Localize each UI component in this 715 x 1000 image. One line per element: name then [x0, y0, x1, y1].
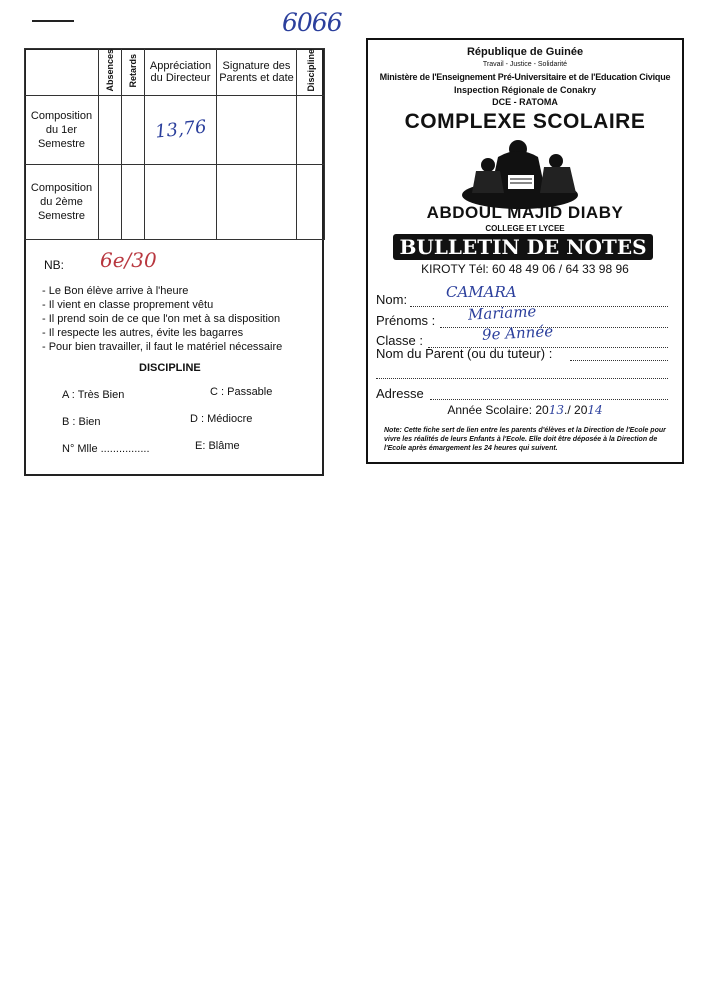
parent-label: Nom du Parent (ou du tuteur) : [376, 346, 553, 361]
school-year [366, 403, 684, 417]
bulletin-note: Note: Cette fiche sert de lien entre les parents d'élèves et la Direction de l'Ecole pour vivre les réalités de leurs Enfants à l'Ecole. Elle doit être déposée à la Direction de l'Ecole après émargement les 24 heures qui suivent. [384, 427, 666, 452]
classe-value: 9e Année [481, 322, 554, 344]
table-corner-cell [25, 49, 99, 96]
prenoms-value: Mariame [467, 302, 537, 324]
scale-b: B : Bien [62, 416, 101, 428]
table-row [25, 164, 325, 239]
handwritten-grade: 13,76 [153, 116, 208, 143]
appreciation-cell [145, 95, 217, 164]
scale-a: A : Très Bien [62, 389, 125, 401]
school-logo-icon [458, 135, 588, 213]
list-item: - Il respecte les autres, évite les bagarres [42, 327, 244, 339]
discipline-cell [297, 95, 325, 164]
list-item: - Le Bon élève arrive à l'heure [42, 285, 189, 297]
nom-value: CAMARA [446, 283, 517, 301]
school-level: COLLEGE ET LYCEE [485, 224, 565, 233]
school-year-mid: ./ 20 [564, 403, 588, 417]
table-row [25, 95, 325, 164]
scale-c: C : Passable [210, 386, 273, 398]
discipline-cell [297, 164, 325, 239]
appreciation-cell [145, 164, 217, 239]
classe-label: Classe : [376, 333, 423, 348]
nom-line [410, 306, 668, 307]
retards-cell [122, 164, 145, 239]
parent-line [570, 360, 668, 361]
adresse-line [430, 399, 668, 400]
ministry-heading: Ministère de l'Enseignement Pré-Universitaire et de l'Education Civique [379, 72, 671, 82]
school-year-label: Année Scolaire: 20 [447, 403, 549, 417]
row-label: Composition du 1er Semestre [25, 95, 99, 164]
school-year-end: 14 [587, 403, 603, 417]
signature-cell [217, 164, 297, 239]
table-header-row [25, 49, 325, 96]
absences-cell [99, 95, 122, 164]
grade-table [24, 48, 325, 240]
signature-cell [217, 95, 297, 164]
parent-line-2 [376, 378, 668, 379]
school-year-start: 13 [548, 403, 565, 417]
retards-cell [122, 95, 145, 164]
adresse-label: Adresse [376, 386, 424, 401]
prenoms-label: Prénoms : [376, 313, 436, 328]
scale-e: E: Blâme [195, 440, 240, 452]
nom-label: Nom: [376, 292, 408, 307]
handwritten-rank: 6e/30 [100, 248, 157, 272]
header-retards: Retards [122, 49, 145, 96]
nb-label: NB: [44, 258, 65, 272]
national-motto: Travail - Justice - Solidarité [482, 61, 568, 68]
header-discipline: Discipline [297, 49, 325, 96]
header-absences: Absences [99, 49, 122, 96]
absences-cell [99, 164, 122, 239]
inspection-heading: Inspection Régionale de Conakry [453, 85, 597, 95]
discipline-title: DISCIPLINE [139, 362, 201, 374]
dce-heading: DCE - RATOMA [492, 97, 558, 107]
school-name: ABDOUL MAJID DIABY [426, 203, 624, 222]
row-label: Composition du 2ème Semestre [25, 164, 99, 239]
bulletin-title: BULLETIN DE NOTES [393, 234, 653, 260]
scale-d: D : Médiocre [190, 413, 253, 425]
prenoms-line [440, 327, 668, 328]
republic-heading: République de Guinée [466, 46, 584, 58]
list-item: - Pour bien travailler, il faut le matériel nécessaire [42, 341, 283, 353]
handwritten-page-number: 6066 [282, 8, 342, 37]
header-appreciation: Appréciation du Directeur [145, 49, 217, 96]
rules-list [42, 284, 282, 354]
list-item: - Il vient en classe proprement vêtu [42, 299, 214, 311]
school-type-title: COMPLEXE SCOLAIRE [404, 110, 646, 133]
pen-stroke-mark [32, 20, 74, 22]
list-item: - Il prend soin de ce que l'on met à sa disposition [42, 313, 281, 325]
school-contact: KIROTY Tél: 60 48 49 06 / 64 33 98 96 [421, 262, 629, 276]
header-signature: Signature des Parents et date [217, 49, 297, 96]
student-number: N° Mlle ................ [62, 443, 150, 455]
